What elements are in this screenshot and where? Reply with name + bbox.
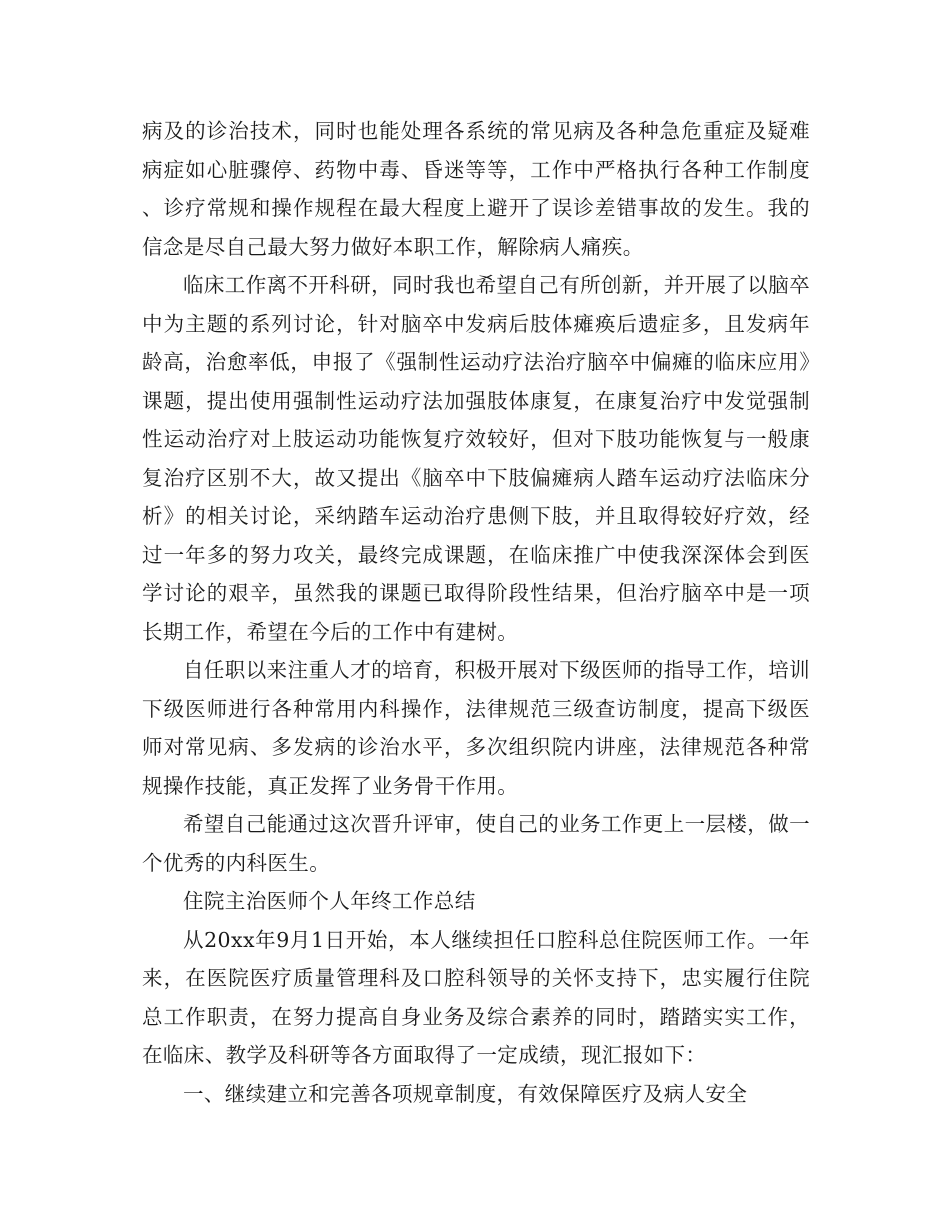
- document-body: [142, 112, 810, 1113]
- section-heading: 住院主治医师个人年终工作总结: [183, 889, 476, 913]
- paragraph-1: 病及的诊治技术，同时也能处理各系统的常见病及各种急危重症及疑难病症如心脏骤停、药物中毒、昏迷等等，工作中严格执行各种工作制度、诊疗常规和操作规程在最大程度上避开了误诊差错事故的发生。我的信念是尽自己最大努力做好本职工作，解除病人痛疾。: [142, 119, 810, 259]
- paragraph-5: 从20xx年9月1日开始，本人继续担任口腔科总住院医师工作。一年来，在医院医疗质量管理科及口腔科领导的关怀支持下，忠实履行住院总工作职责，在努力提高自身业务及综合素养的同时，踏踏实实工作，在临床、教学及科研等各方面取得了一定成绩，现汇报如下：: [142, 927, 810, 1067]
- paragraph-2: 临床工作离不开科研，同时我也希望自己有所创新，并开展了以脑卒中为主题的系列讨论，针对脑卒中发病后肢体瘫痪后遗症多，且发病年龄高，治愈率低，申报了《强制性运动疗法治疗脑卒中偏瘫的临床应用》课题，提出使用强制性运动疗法加强肢体康复，在康复治疗中发觉强制性运动治疗对上肢运动功能恢复疗效较好，但对下肢功能恢复与一般康复治疗区别不大，故又提出《脑卒中下肢偏瘫病人踏车运动疗法临床分析》的相关讨论，采纳踏车运动治疗患侧下肢，并且取得较好疗效，经过一年多的努力攻关，最终完成课题，在临床推广中使我深深体会到医学讨论的艰辛，虽然我的课题已取得阶段性结果，但治疗脑卒中是一项长期工作，希望在今后的工作中有建树。: [142, 273, 810, 644]
- paragraph-3: 自任职以来注重人才的培育，积极开展对下级医师的指导工作，培训下级医师进行各种常用内科操作，法律规范三级查访制度，提高下级医师对常见病、多发病的诊治水平，多次组织院内讲座，法律规范各种常规操作技能，真正发挥了业务骨干作用。: [142, 658, 810, 798]
- paragraph-6: 一、继续建立和完善各项规章制度，有效保障医疗及病人安全: [183, 1081, 748, 1106]
- paragraph-4: 希望自己能通过这次晋升评审，使自己的业务工作更上一层楼，做一个优秀的内科医生。: [142, 812, 810, 875]
